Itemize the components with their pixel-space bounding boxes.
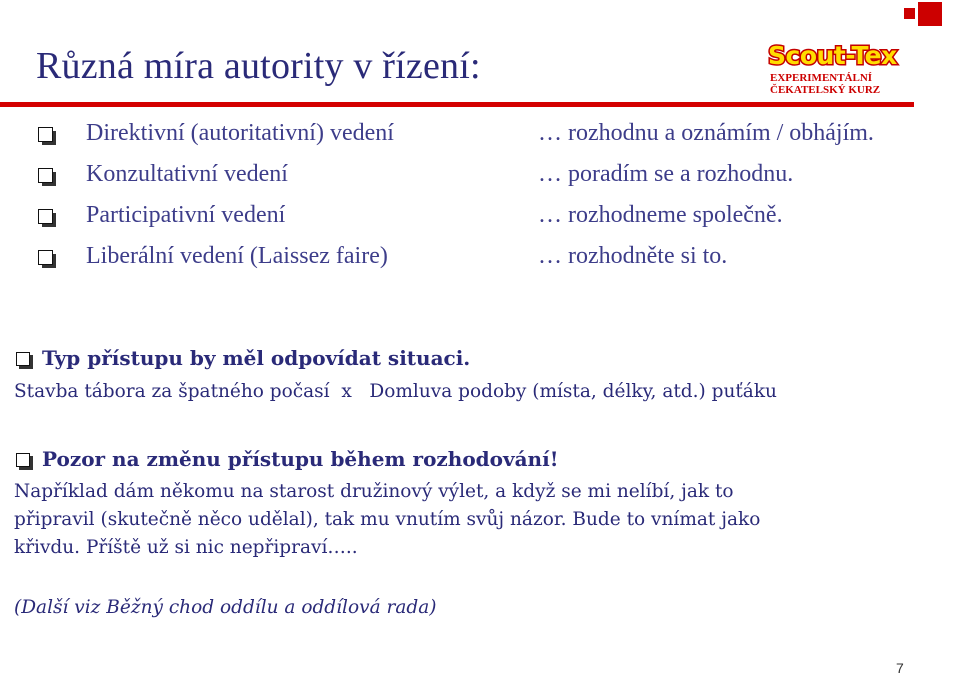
checkbox-icon: [38, 250, 53, 265]
style-action: … rozhodnu a oznámím / obhájím.: [538, 120, 874, 146]
style-action: … rozhodneme společně.: [538, 202, 783, 228]
section1-example: Stavba tábora za špatného počasí x Domluva podoby (místa, délky, atd.) puťáku: [14, 381, 777, 402]
logo-subtitle: [770, 72, 880, 96]
section1-heading: [16, 346, 470, 370]
corner-square-small: [904, 8, 915, 19]
list-item: [38, 118, 938, 159]
footnote: (Další viz Běžný chod oddílu a oddílová rada): [14, 597, 437, 618]
style-label: Konzultativní vedení: [86, 161, 288, 187]
checkbox-icon: [16, 453, 30, 467]
page-number: 7: [896, 660, 904, 676]
style-label: Liberální vedení (Laissez faire): [86, 243, 388, 269]
style-action: … rozhodněte si to.: [538, 243, 728, 269]
title-divider: [0, 102, 914, 107]
section1-heading-text: Typ přístupu by měl odpovídat situaci.: [42, 346, 471, 370]
checkbox-icon: [38, 168, 53, 183]
style-label: Participativní vedení: [86, 202, 286, 228]
section2-heading-text: Pozor na změnu přístupu během rozhodování!: [42, 447, 559, 471]
scout-tex-logo: Scout-Tex: [768, 41, 897, 70]
section2-body: [14, 478, 760, 562]
checkbox-icon: [38, 209, 53, 224]
section2-line2: připravil (skutečně něco udělal), tak mu vnutím svůj názor. Bude to vnímat jako: [14, 509, 761, 530]
corner-square-large: [918, 2, 942, 26]
list-item: [38, 200, 938, 241]
style-action: … poradím se a rozhodnu.: [538, 161, 794, 187]
leadership-styles-list: [38, 118, 938, 282]
section2-line3: křivdu. Příště už si nic nepřipraví…..: [14, 537, 358, 558]
section2-line1: Například dám někomu na starost družinový výlet, a když se mi nelíbí, jak to: [14, 481, 734, 502]
checkbox-icon: [16, 352, 30, 366]
slide-title: Různá míra autority v řízení:: [36, 45, 481, 87]
section2-heading: [16, 447, 558, 471]
logo-subtitle-line2: ČEKATELSKÝ KURZ: [770, 84, 881, 96]
logo-subtitle-line1: EXPERIMENTÁLNÍ: [770, 72, 873, 84]
list-item: [38, 241, 938, 282]
style-label: Direktivní (autoritativní) vedení: [86, 120, 394, 146]
list-item: [38, 159, 938, 200]
checkbox-icon: [38, 127, 53, 142]
